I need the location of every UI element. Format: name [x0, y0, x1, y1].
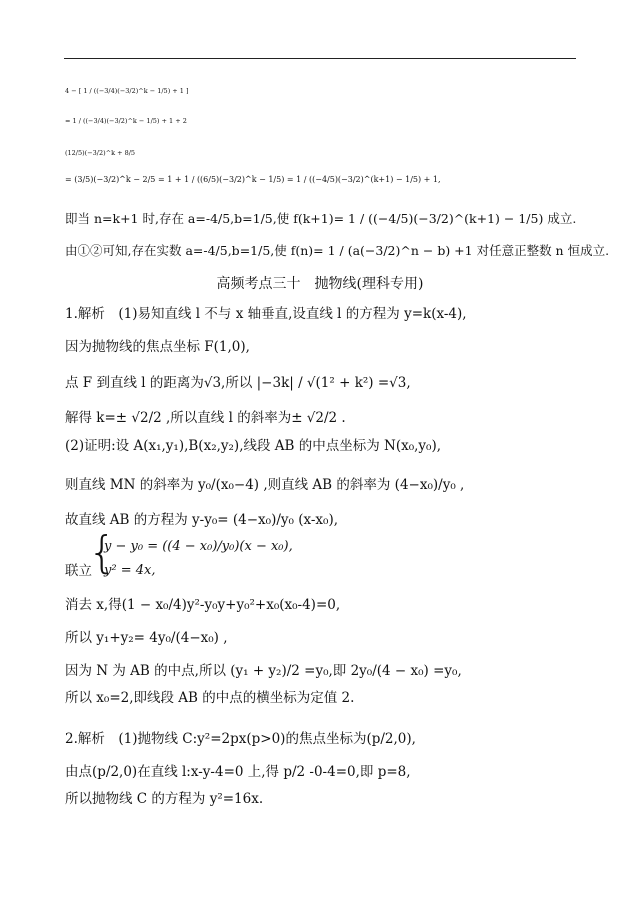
math-line-4: = (3/5)(−3/2)^k − 2/5 = 1 + 1 / ((6/5)(−3/2)^k − 1/5) = 1 / ((−4/5)(−3/2)^(k+1) − 1/5) + 1,: [65, 175, 441, 184]
para-15: 所以抛物线 C 的方程为 y²=16x.: [65, 791, 264, 807]
para-3: 点 F 到直线 l 的距离为√3,所以 |−3k| / √(1² + k²) =√3,: [65, 375, 411, 391]
para-4: 解得 k=± √2/2 ,所以直线 l 的斜率为± √2/2 .: [65, 410, 346, 426]
math-line-3: (12/5)(−3/2)^k + 8/5: [65, 149, 136, 157]
text-line-6: 由①②可知,存在实数 a=-4/5,b=1/5,使 f(n)= 1 / (a(−3/2)^n − b) +1 对任意正整数 n 恒成立.: [65, 243, 610, 258]
para-5: (2)证明:设 A(x₁,y₁),B(x₂,y₂),线段 AB 的中点坐标为 N(x₀,y₀),: [65, 438, 442, 454]
para-14: 由点(p/2,0)在直线 l:x-y-4=0 上,得 p/2 -0-4=0,即 p=8,: [65, 764, 411, 780]
para-9: 消去 x,得(1 − x₀/4)y²-y₀y+y₀²+x₀(x₀-4)=0,: [65, 597, 341, 613]
para-11: 因为 N 为 AB 的中点,所以 (y₁ + y₂)/2 =y₀,即 2y₀/(4 − x₀) =y₀,: [65, 663, 462, 679]
section-heading: 高频考点三十 抛物线(理科专用): [216, 276, 424, 292]
para-1: 1.解析 (1)易知直线 l 不与 x 轴垂直,设直线 l 的方程为 y=k(x-4),: [65, 306, 467, 322]
para-6: 则直线 MN 的斜率为 y₀/(x₀−4) ,则直线 AB 的斜率为 (4−x₀)/y₀ ,: [65, 477, 465, 493]
para-8-label: 联立: [65, 563, 92, 579]
math-line-2: = 1 / ((−3/4)(−3/2)^k − 1/5) + 1 + 2: [65, 117, 187, 125]
text-line-5: 即当 n=k+1 时,存在 a=-4/5,b=1/5,使 f(k+1)= 1 / ((−4/5)(−3/2)^(k+1) − 1/5) 成立.: [65, 211, 577, 226]
para-7: 故直线 AB 的方程为 y-y₀= (4−x₀)/y₀ (x-x₀),: [65, 512, 338, 528]
system-eq-1: y − y₀ = ((4 − x₀)/y₀)(x − x₀),: [104, 539, 293, 554]
para-10: 所以 y₁+y₂= 4y₀/(4−x₀) ,: [65, 630, 228, 646]
header-rule: [64, 58, 576, 59]
para-12: 所以 x₀=2,即线段 AB 的中点的横坐标为定值 2.: [65, 690, 355, 706]
system-brace: {: [88, 527, 116, 578]
para-13: 2.解析 (1)抛物线 C:y²=2px(p>0)的焦点坐标为(p/2,0),: [65, 731, 416, 747]
math-line-1: 4 − [ 1 / ((−3/4)(−3/2)^k − 1/5) + 1 ]: [65, 87, 189, 95]
para-2: 因为抛物线的焦点坐标 F(1,0),: [65, 339, 250, 355]
system-eq-2: y² = 4x,: [104, 563, 156, 578]
